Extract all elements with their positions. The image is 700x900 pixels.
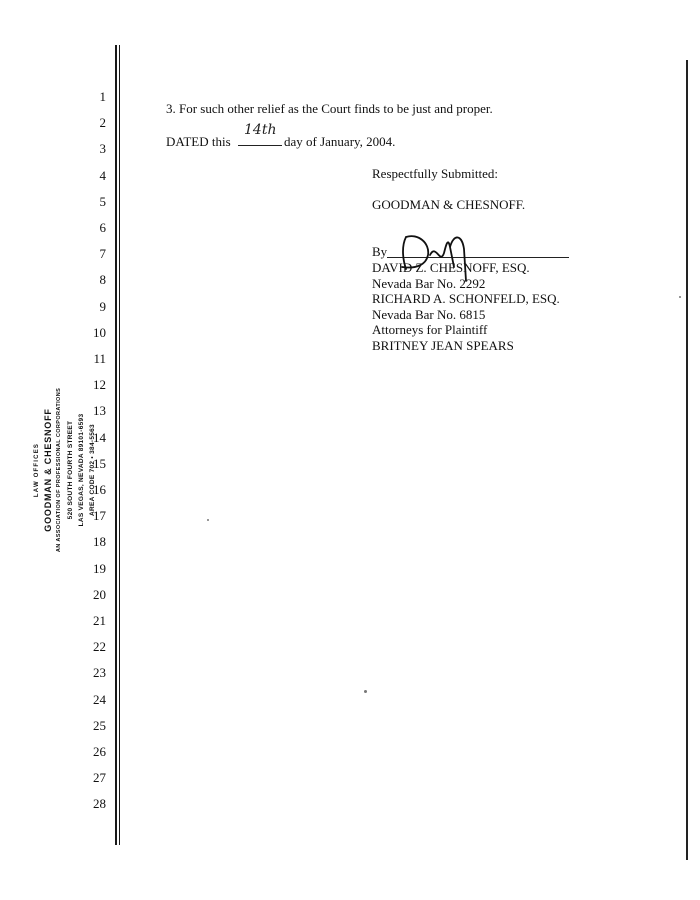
line-number: 17: [93, 508, 106, 524]
attorney-block: [372, 260, 560, 353]
line-number: 5: [99, 193, 106, 209]
line-number: 4: [99, 167, 106, 183]
line-number: 27: [93, 770, 106, 786]
attorney2-name: RICHARD A. SCHONFELD, ESQ.: [372, 291, 560, 306]
line-number: 12: [93, 377, 106, 393]
attorney1-bar: Nevada Bar No. 2292: [372, 275, 486, 291]
line-number: 16: [93, 482, 106, 497]
firm-name: GOODMAN & CHESNOFF.: [372, 197, 526, 212]
line-number: 2: [99, 115, 106, 131]
line-number: 6: [99, 220, 106, 235]
line-number: 22: [93, 639, 106, 655]
left-margin-rule: [115, 45, 117, 845]
line-number: 13: [93, 403, 106, 419]
line-number: 24: [93, 691, 106, 707]
line-number: 18: [93, 534, 106, 550]
letterhead-firm: GOODMAN & CHESNOFF: [43, 408, 53, 532]
client-name: BRITNEY JEAN SPEARS: [372, 337, 514, 353]
line-number: 23: [93, 665, 106, 681]
line-number: 15: [93, 455, 106, 471]
attorney1-name: DAVID Z. CHESNOFF, ESQ.: [372, 260, 530, 275]
attorney-role: Attorneys for Plaintiff: [372, 322, 488, 337]
line-number: 26: [93, 744, 106, 759]
respectfully-submitted: Respectfully Submitted:: [372, 166, 499, 181]
dated-blank-line: [238, 145, 282, 146]
attorney2-bar: Nevada Bar No. 6815: [372, 306, 486, 322]
line-number: 10: [93, 324, 106, 340]
scan-speck: [207, 519, 209, 521]
line-number: 11: [93, 351, 106, 366]
relief-paragraph: 3. For such other relief as the Court finds to be just and proper.: [166, 101, 493, 116]
dated-suffix: day of January, 2004.: [284, 134, 396, 149]
line-number: 8: [99, 272, 106, 288]
letterhead: [32, 388, 98, 552]
line-number: 7: [99, 246, 106, 262]
scan-speck: [364, 690, 367, 693]
left-margin-rule-inner: [119, 45, 120, 845]
scan-speck: [679, 296, 681, 298]
letterhead-phone: AREA CODE 702 • 384-5563: [89, 424, 96, 516]
dated-day-handwritten: 14th: [244, 122, 277, 138]
letterhead-law-offices: LAW OFFICES: [34, 442, 40, 498]
by-label: By: [372, 244, 388, 259]
dated-prefix: DATED this: [166, 134, 231, 149]
line-number: 20: [93, 586, 106, 602]
right-margin-rule: [686, 60, 688, 860]
line-number: 9: [99, 298, 106, 314]
line-number: 21: [93, 613, 106, 628]
letterhead-city: LAS VEGAS, NEVADA 89101-6593: [78, 413, 85, 527]
letterhead-association: AN ASSOCIATION OF PROFESSIONAL CORPORATIONS: [56, 387, 62, 553]
letterhead-street: 520 SOUTH FOURTH STREET: [67, 420, 74, 520]
line-number: 3: [99, 141, 106, 157]
line-number: 1: [99, 89, 106, 104]
line-number: 14: [93, 429, 106, 445]
line-number: 25: [93, 717, 106, 733]
line-number: 28: [93, 796, 106, 812]
line-number: 19: [93, 560, 106, 576]
